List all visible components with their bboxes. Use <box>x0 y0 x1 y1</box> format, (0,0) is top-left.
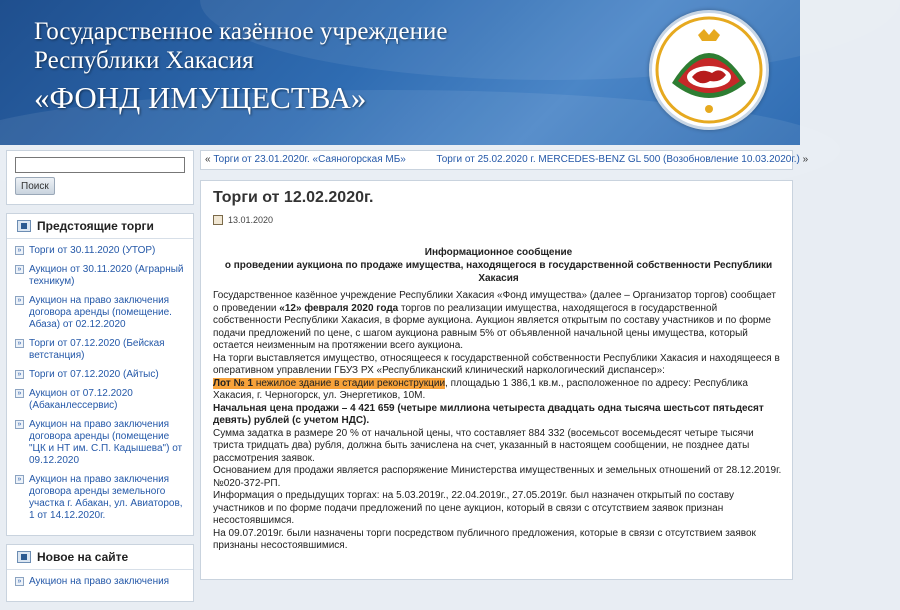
upcoming-item[interactable] <box>15 338 187 362</box>
article-date-row <box>213 215 784 225</box>
previous-auctions-paragraph: Информация о предыдущих торгах: на 5.03.2019г., 22.04.2019г., 27.05.2019г. был назначен открытый по составу участников и по форме подачи предложений по цене аукцион, который в связи с отсутствием заявок признан несостоявшимся. <box>213 490 734 526</box>
basis-paragraph: Основанием для продажи является распоряжение Министерства имущественных и земельных отношений от 28.12.2019г. №020-372-РП. <box>213 465 782 489</box>
upcoming-item-label: Аукцион от 30.11.2020 (Аграрный техникум) <box>29 264 184 287</box>
upcoming-item[interactable] <box>15 474 187 522</box>
lot-highlight <box>213 378 445 389</box>
article-title: Торги от 12.02.2020г. <box>213 189 374 206</box>
arrow-right-icon: » <box>15 389 24 398</box>
upcoming-item-label: Торги от 07.12.2020 (Айтыс) <box>29 369 159 380</box>
message-heading-line2: о проведении аукциона по продаже имущества, находящегося в государственной собственности Республики Хакасия <box>224 260 773 284</box>
arrow-right-icon: » <box>15 339 24 348</box>
upcoming-item[interactable] <box>15 369 187 381</box>
arrow-right-icon: » <box>15 577 24 586</box>
site-title-line1: Государственное казённое учреждение <box>34 18 448 45</box>
starting-price: Начальная цена продажи – 4 421 659 (четыре миллиона четыреста двадцать одна тысяча шестьсот пятьдесят девять) рублей (с учетом НДС). <box>213 402 764 426</box>
upcoming-auctions-title: Предстоящие торги <box>37 219 154 233</box>
deposit-paragraph: Сумма задатка в размере 20 % от начальной цены, что составляет 884 332 (восемьсот восемьдесят четыре тысячи триста тридцать два) рубля, должна быть зачислена на счет, указанный в настоящем сообщении, не позднее даты рассмотрения заявок. <box>213 427 754 464</box>
coat-of-arms-logo[interactable] <box>649 10 769 130</box>
site-title[interactable] <box>34 18 447 118</box>
public-offer-paragraph: На 09.07.2019г. были назначены торги посредством публичного предложения, которые в связи с отсутствием заявок признаны несостоявшимися. <box>213 527 756 551</box>
message-heading <box>213 246 784 285</box>
news-header <box>7 545 193 569</box>
upcoming-auctions-header <box>7 214 193 238</box>
intro-text: Государственное казённое учреждение Республики Хакасия «Фонд имущества» (далее – Организатор торгов) сообщает о проведении <box>213 290 776 314</box>
main-content <box>200 150 809 575</box>
upcoming-auctions-list <box>7 238 193 535</box>
upcoming-item-label: Аукцион от 07.12.2020 (Абаканлессервис) <box>29 388 133 411</box>
upcoming-item[interactable] <box>15 245 187 257</box>
next-post-link[interactable]: Торги от 25.02.2020 г. MERCEDES-BENZ GL 500 (Возобновление 10.03.2020г.) <box>436 154 800 165</box>
search-panel <box>6 150 194 205</box>
arrow-right-icon: » <box>15 246 24 255</box>
auction-date: «12» февраля 2020 года <box>279 302 399 314</box>
upcoming-item[interactable] <box>15 264 187 288</box>
lot-paragraph <box>213 378 784 403</box>
search-button[interactable]: Поиск <box>15 177 55 195</box>
lot-label: Лот № 1 <box>213 377 254 389</box>
news-item[interactable] <box>15 576 187 588</box>
arrow-right-icon: » <box>15 265 24 274</box>
upcoming-item[interactable] <box>15 388 187 412</box>
news-list <box>7 569 193 601</box>
arrow-right-icon: » <box>15 420 24 429</box>
upcoming-item[interactable] <box>15 295 187 331</box>
upcoming-item-label: Аукцион на право заключения договора аренды земельного участка г. Абакан, ул. Авиаторов, 1 от 14.12.2020г. <box>29 474 183 521</box>
site-header <box>0 0 800 145</box>
left-sidebar <box>6 150 194 610</box>
prev-post-link[interactable]: Торги от 23.01.2020г. «Саяногорская МБ» <box>213 154 406 165</box>
upcoming-item-label: Торги от 07.12.2020 (Бейская ветстанция) <box>29 338 165 361</box>
arrow-right-icon: » <box>15 370 24 379</box>
property-paragraph: На торги выставляется имущество, относящееся к государственной собственности Республики Хакасия и находящееся в оперативном управлении ГБУЗ РХ «Республиканский клинический наркологический диспансер»: <box>213 352 780 376</box>
upcoming-item-label: Торги от 30.11.2020 (УТОР) <box>29 245 156 256</box>
intro-paragraph <box>213 290 784 353</box>
message-heading-line1: Информационное сообщение <box>424 247 573 258</box>
arrow-right-icon: » <box>15 475 24 484</box>
upcoming-item-label: Аукцион на право заключения договора аренды (помещение. Абаза) от 02.12.2020 <box>29 295 172 330</box>
arrow-right-icon: » <box>15 296 24 305</box>
next-arrow: » <box>799 154 809 165</box>
upcoming-item-label: Аукцион на право заключения договора аренды (помещение "ЦК и НТ им. С.П. Кадышева") от 09.12.2020 <box>29 419 183 466</box>
news-panel <box>6 544 194 602</box>
lot-details: , площадью 1 386,1 кв.м., расположенное по адресу: Республика Хакасия, г. Черногорск, ул. Энергетиков, 10М. <box>213 377 748 401</box>
monitor-icon <box>17 551 31 563</box>
monitor-icon <box>17 220 31 232</box>
upcoming-auctions-panel <box>6 213 194 536</box>
prev-arrow: « <box>205 154 214 165</box>
site-title-line3: «ФОНД ИМУЩЕСТВА» <box>34 80 367 115</box>
article <box>200 180 793 580</box>
coat-of-arms-icon <box>652 13 766 127</box>
calendar-icon <box>213 215 223 225</box>
lot-description: нежилое здание в стадии реконструкции <box>253 377 446 389</box>
news-title: Новое на сайте <box>37 550 129 564</box>
site-title-line2: Республики Хакасия <box>34 47 254 74</box>
news-item-label: Аукцион на право заключения <box>29 576 170 587</box>
upcoming-item[interactable] <box>15 419 187 467</box>
post-navigation <box>200 150 809 170</box>
intro-text-rest: торгов по реализации имущества, находящегося в государственной собственности Республики Хакасия, в форме аукциона. Аукцион является открытым по составу участников и по форме подачи предложений по цене, с шагом аукциона равным 5% от объявленной начальной цены имущества, который остается неизменным на протяжении всего аукциона. <box>213 302 771 351</box>
search-input[interactable] <box>15 157 185 173</box>
article-date: 13.01.2020 <box>228 215 274 225</box>
